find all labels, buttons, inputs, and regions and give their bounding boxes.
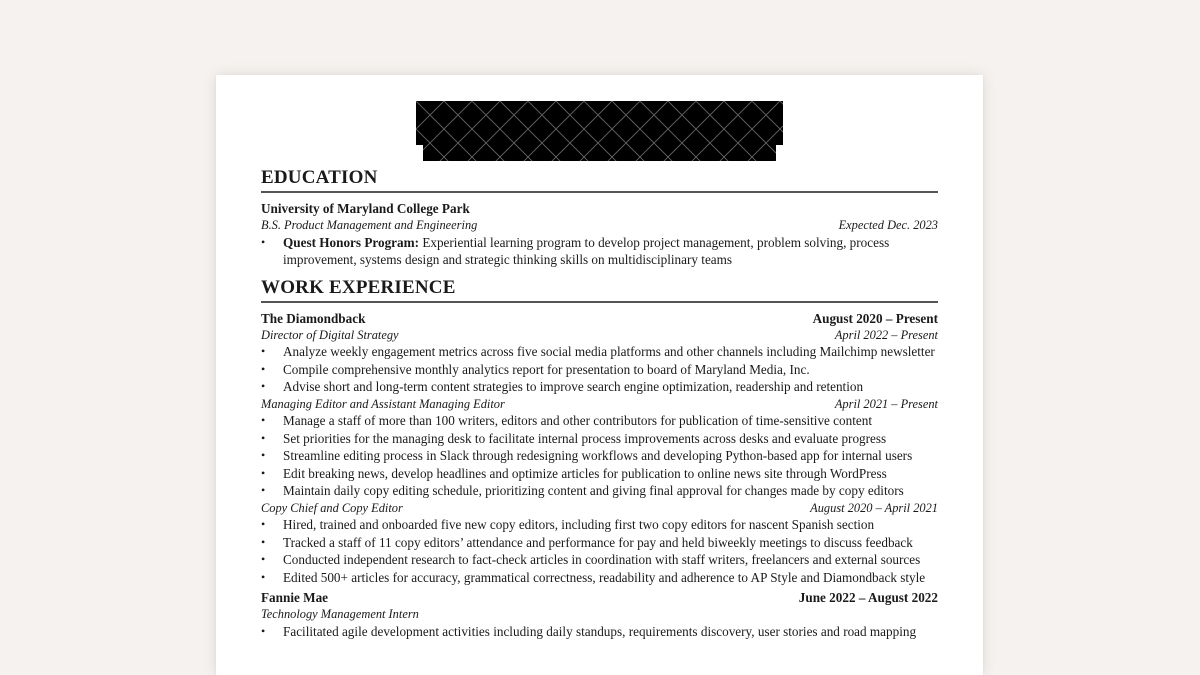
role-title: Technology Management Intern [261, 607, 419, 621]
program-text: Experiential learning program to develop project management, problem solving, process improvement, systems design and strategic thinking skills on multidisciplinary teams [283, 234, 890, 267]
bullet-icon: • [261, 483, 266, 497]
list-item [261, 465, 938, 483]
list-item [261, 447, 938, 465]
bullet-text: Tracked a staff of 11 copy editors’ attendance and performance for pay and held biweekly meetings to discuss feedback [283, 534, 913, 550]
bullet-text: Streamline editing process in Slack through redesigning workflows and developing Python-based app for internal users [283, 448, 913, 463]
education-bullets [261, 234, 938, 269]
school-row [261, 200, 938, 217]
bullet-icon: • [261, 413, 266, 427]
list-item [261, 534, 938, 552]
job-dates: August 2020 – Present [812, 310, 938, 326]
bullet-text: Facilitated agile development activities including daily standups, requirements discovery, user stories and road mapping [283, 623, 917, 639]
education-title: EDUCATION [261, 167, 378, 188]
bullet-text: Compile comprehensive monthly analytics report for presentation to board of Maryland Media, Inc. [283, 361, 810, 377]
resume-page [216, 75, 983, 675]
role-title: Director of Digital Strategy [261, 327, 399, 342]
role-bullets [261, 412, 938, 500]
list-item [261, 569, 938, 587]
bullet-text: Maintain daily copy editing schedule, prioritizing content and giving final approval for changes made by copy editors [283, 483, 904, 498]
role-title: Managing Editor and Assistant Managing Editor [261, 396, 505, 411]
bullet-text: Advise short and long-term content strategies to improve search engine optimization, readership and retention [283, 379, 864, 394]
bullet-icon: • [261, 623, 266, 638]
list-item [261, 482, 938, 500]
bullet-text: Set priorities for the managing desk to facilitate internal process improvements across desks and evaluate progress [283, 430, 887, 446]
work-divider [261, 301, 938, 303]
bullet-text: Conducted independent research to fact-check articles in coordination with staff writers, freelancers and external sources [283, 552, 921, 567]
list-item [261, 361, 938, 379]
bullet-icon: • [261, 465, 266, 480]
list-item [261, 623, 938, 641]
bullet-text: Hired, trained and onboarded five new copy editors, including first two copy editors for nascent Spanish section [283, 517, 875, 532]
bullet-icon: • [261, 534, 266, 549]
degree-row [261, 217, 938, 234]
bullet-icon: • [261, 234, 266, 249]
jobs-list [261, 310, 938, 641]
role-header [261, 500, 938, 517]
list-item [261, 412, 938, 430]
list-item [261, 551, 938, 569]
program-label: Quest Honors Program: [283, 234, 420, 250]
role-dates: August 2020 – April 2021 [810, 500, 938, 515]
job-header [261, 589, 938, 606]
role-bullets [261, 623, 938, 641]
role-header [261, 606, 938, 623]
list-item [261, 378, 938, 396]
role-dates: April 2022 – Present [834, 327, 938, 342]
bullet-icon: • [261, 361, 266, 376]
bullet-icon: • [261, 517, 266, 531]
job-header [261, 310, 938, 327]
bullet-icon: • [261, 448, 266, 462]
job-dates: June 2022 – August 2022 [798, 590, 938, 605]
work-title: WORK EXPERIENCE [261, 276, 456, 298]
role-header [261, 396, 938, 413]
bullet-icon: • [261, 379, 266, 393]
list-item [261, 343, 938, 361]
bullet-text: Edit breaking news, develop headlines and optimize articles for publication to online news site through WordPress [283, 465, 887, 481]
redacted-name-block [416, 101, 783, 161]
list-item [261, 234, 938, 269]
list-item [261, 430, 938, 448]
list-item [261, 516, 938, 534]
education-divider [261, 191, 938, 193]
role-header [261, 327, 938, 344]
bullet-icon: • [261, 552, 266, 566]
role-title: Copy Chief and Copy Editor [261, 500, 403, 515]
role-bullets [261, 343, 938, 396]
bullet-icon: • [261, 344, 266, 358]
job-org: Fannie Mae [261, 590, 329, 605]
degree: B.S. Product Management and Engineering [261, 218, 478, 232]
degree-date: Expected Dec. 2023 [838, 218, 938, 232]
role-bullets [261, 516, 938, 586]
bullet-icon: • [261, 569, 266, 584]
bullet-icon: • [261, 430, 266, 445]
bullet-text: Manage a staff of more than 100 writers, editors and other contributors for publication of time-sensitive content [283, 413, 873, 428]
work-heading [261, 277, 938, 299]
bullet-text: Edited 500+ articles for accuracy, grammatical correctness, readability and adherence to AP Style and Diamondback style [283, 569, 926, 585]
job-org: The Diamondback [261, 310, 366, 326]
bullet-text: Analyze weekly engagement metrics across five social media platforms and other channels including Mailchimp newsletter [283, 344, 935, 359]
school-name: University of Maryland College Park [261, 201, 470, 216]
education-heading [261, 167, 938, 189]
role-dates: April 2021 – Present [834, 396, 938, 411]
